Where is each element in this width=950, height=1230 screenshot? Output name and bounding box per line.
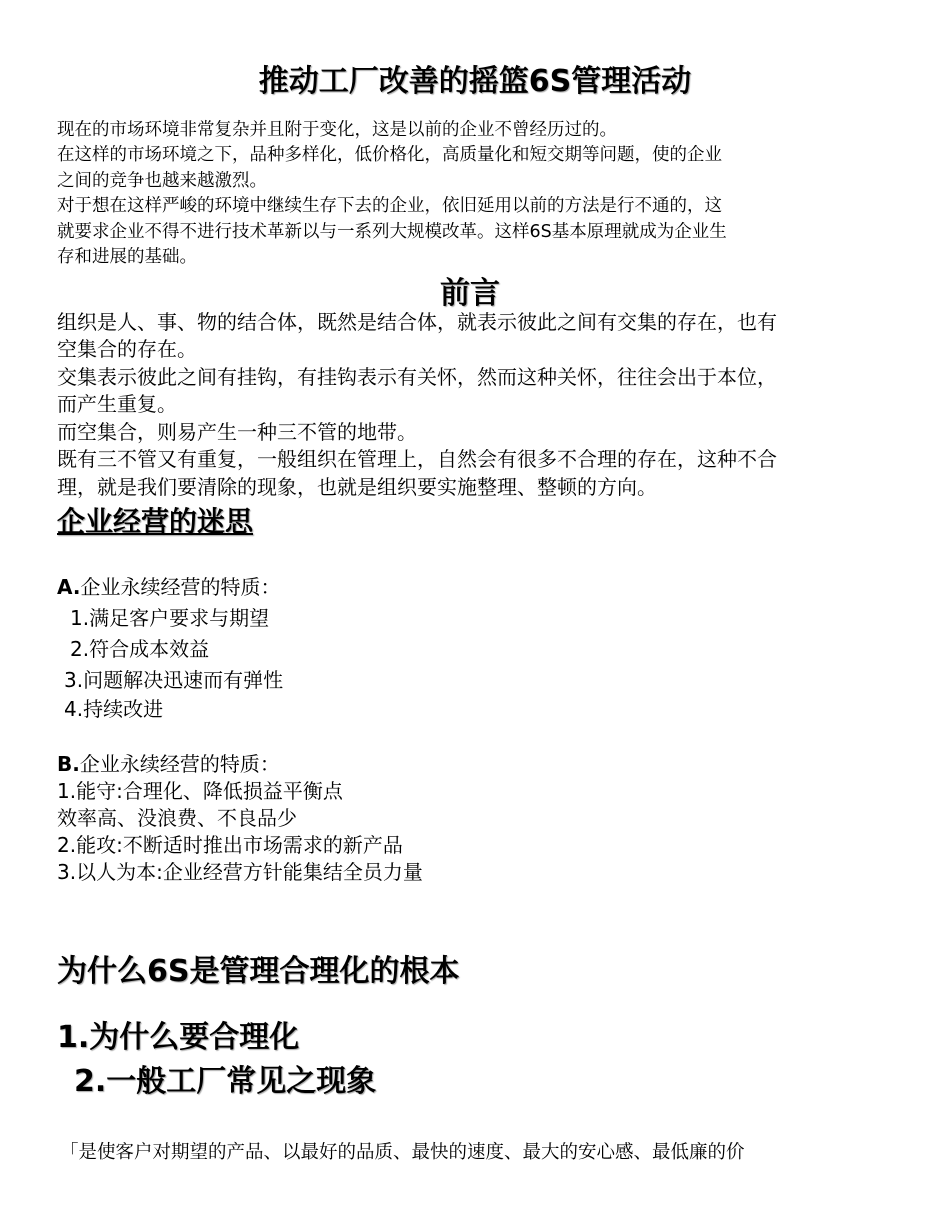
why-item-text: 一般工厂常见之现象 [106,1064,377,1099]
foreword-line: 既有三不管又有重复，一般组织在管理上，自然会有很多不合理的存在，这种不合 [57,447,777,471]
foreword-line: 而空集合，则易产生一种三不管的地带。 [57,420,417,444]
foreword-line: 理，就是我们要清除的现象，也就是组织要实施整理、整顿的方向。 [57,475,657,499]
why-item [57,1012,299,1056]
list-item: 2.符合成本效益 [70,637,210,661]
why-item [74,1056,376,1100]
intro-line: 现在的市场环境非常复杂并且附于变化，这是以前的企业不曾经历过的。 [57,120,617,140]
section-a-title-text: 企业永续经营的特质： [80,575,281,599]
myth-heading: 企业经营的迷思 [57,505,254,538]
section-b-title [57,748,280,777]
list-item: 效率高、没浪费、不良品少 [57,806,297,830]
intro-line: 在这样的市场环境之下，品种多样化，低价格化，高质量化和短交期等问题，使的企业 [57,145,722,165]
foreword-line: 组织是人、事、物的结合体，既然是结合体，就表示彼此之间有交集的存在，也有 [57,310,777,334]
foreword-line: 而产生重复。 [57,392,177,416]
list-item: 2.能攻:不断适时推出市场需求的新产品 [57,833,403,857]
list-item: 3.以人为本:企业经营方针能集结全员力量 [57,860,423,884]
why-item-number: 2. [74,1064,107,1099]
intro-line: 对于想在这样严峻的环境中继续生存下去的企业，依旧延用以前的方法是行不通的，这 [57,196,722,216]
foreword-line: 空集合的存在。 [57,337,197,361]
footer-line: 「是使客户对期望的产品、以最好的品质、最快的速度、最大的安心感、最低廉的价 [60,1142,745,1163]
list-item: 1.满足客户要求与期望 [70,606,270,630]
intro-line: 就要求企业不得不进行技术革新以与一系列大规模改革。这样6S基本原理就成为企业生 [57,222,727,242]
intro-line: 存和进展的基础。 [57,247,197,267]
why-item-text: 为什么要合理化 [89,1020,300,1055]
list-item: 1.能守:合理化、降低损益平衡点 [57,779,343,803]
foreword-line: 交集表示彼此之间有挂钩，有挂钩表示有关怀，然而这种关怀，往往会出于本位， [57,365,777,389]
why-item-number: 1. [57,1020,90,1055]
list-item: 4.持续改进 [64,697,164,721]
section-a-label: A. [57,575,81,599]
document-title: 推动工厂改善的摇篮6S管理活动 [258,64,692,99]
section-b-title-text: 企业永续经营的特质： [79,752,280,776]
why-heading: 为什么6S是管理合理化的根本 [57,954,460,989]
foreword-heading: 前言 [440,276,500,311]
section-a-title [57,571,280,600]
section-b-label: B. [57,752,80,776]
list-item: 3.问题解决迅速而有弹性 [64,668,284,692]
intro-line: 之间的竞争也越来越激烈。 [57,171,267,191]
